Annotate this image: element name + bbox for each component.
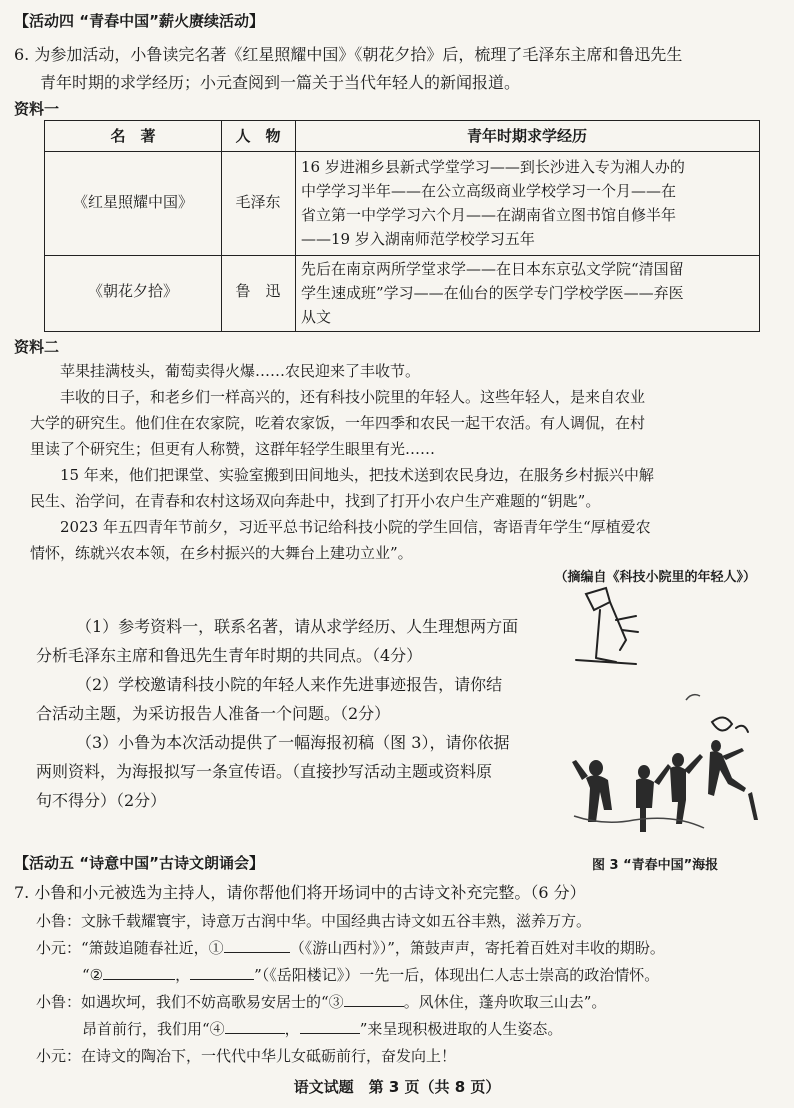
answer-blank-2b[interactable] xyxy=(190,964,254,980)
page-footer: 语文试题 第 3 页（共 8 页） xyxy=(293,1078,501,1096)
material2-source: （摘编自《科技小院里的年轻人》） xyxy=(554,570,756,585)
subquestion3-line: 两则资料，为海报拟写一条宣传语。（直接抄写活动主题或资料原 xyxy=(36,762,493,781)
table-cell-experience-line: 中学学习半年——在公立高级商业学校学习一个月——在 xyxy=(301,182,677,200)
table-cell-book: 《红星照耀中国》 xyxy=(72,193,193,211)
table-cell-person: 毛泽东 xyxy=(235,193,281,211)
table-cell-experience-line: ——19 岁入湖南师范学校学习五年 xyxy=(301,230,535,248)
material1-label: 资料一 xyxy=(14,100,60,118)
dialogue-text: ， xyxy=(284,1020,300,1038)
speaker-label: 小元： xyxy=(36,939,82,957)
material2-paragraph-line: 15 年来，他们把课堂、实验室搬到田间地头，把技术送到农民身边，在服务乡村振兴中解 xyxy=(60,466,654,484)
dialogue-line xyxy=(82,1018,562,1039)
table-cell-experience-line: 先后在南京两所学堂求学——在日本东京弘文学院“清国留 xyxy=(301,260,684,278)
dialogue-line xyxy=(82,964,659,985)
speaker-label: 小元： xyxy=(36,1047,82,1065)
material2-label: 资料二 xyxy=(14,338,60,356)
answer-blank-1[interactable] xyxy=(224,937,290,953)
dialogue-line xyxy=(36,937,665,958)
dialogue-text: 昂首前行，我们用“④ xyxy=(82,1020,225,1038)
subquestion1-line: 分析毛泽东主席和鲁迅先生青年时期的共同点。（4分） xyxy=(36,646,423,665)
question6-line2: 青年时期的求学经历；小元查阅到一篇关于当代年轻人的新闻报道。 xyxy=(40,73,521,92)
material2-paragraph-line: 情怀，练就兴农本领，在乡村振兴的大舞台上建功立业”。 xyxy=(30,544,413,562)
dialogue-line xyxy=(36,991,606,1012)
dialogue-text: （《游山西村》）”，箫鼓声声，寄托着百姓对丰收的期盼。 xyxy=(289,939,665,957)
material2-paragraph-line: 大学的研究生。他们住在农家院，吃着农家饭，一年四季和农民一起干农活。有人调侃，在村 xyxy=(30,414,646,432)
answer-blank-2a[interactable] xyxy=(103,964,175,980)
youth-poster-illustration xyxy=(566,580,766,850)
answer-blank-3[interactable] xyxy=(344,991,404,1007)
dialogue-text: ”来呈现积极进取的人生姿态。 xyxy=(359,1020,563,1038)
subquestion3-line: （3）小鲁为本次活动提供了一幅海报初稿（图 3），请你依据 xyxy=(76,733,510,752)
subquestion2-line: 合活动主题，为采访报告人准备一个问题。（2分） xyxy=(36,704,391,723)
dialogue-line xyxy=(36,910,591,931)
table-header-book: 名 著 xyxy=(110,127,156,145)
table-cell-experience-line: 省立第一中学学习六个月——在湖南省立图书馆自修半年 xyxy=(301,206,677,224)
figure3-caption: 图 3 “青春中国”海报 xyxy=(592,858,719,873)
material2-paragraph-line: 民生、治学问，在青春和农村这场双向奔赴中，找到了打开小农户生产难题的“钥匙”。 xyxy=(30,492,601,510)
dialogue-text: “② xyxy=(82,966,104,984)
speaker-label: 小鲁： xyxy=(36,912,82,930)
dialogue-text: 如遇坎坷，我们不妨高歌易安居士的“③ xyxy=(81,993,344,1011)
table-header-person: 人 物 xyxy=(235,127,281,145)
table-header-experience: 青年时期求学经历 xyxy=(466,127,587,145)
dialogue-text: 。风休住，蓬舟吹取三山去”。 xyxy=(403,993,607,1011)
dialogue-text: 文脉千载耀寰宇，诗意万古润中华。中国经典古诗文如五谷丰熟，滋养万方。 xyxy=(81,912,592,930)
dialogue-text: 在诗文的陶冶下，一代代中华儿女砥砺前行，奋发向上！ xyxy=(81,1047,457,1065)
dialogue-line xyxy=(36,1045,456,1066)
subquestion2-line: （2）学校邀请科技小院的年轻人来作先进事迹报告，请你结 xyxy=(76,675,503,694)
table-cell-experience-line: 学生速成班”学习——在仙台的医学专门学校学医——弃医 xyxy=(301,284,684,302)
activity4-header: 【活动四 “青春中国”薪火赓续活动】 xyxy=(14,12,264,30)
table-cell-experience-line: 从文 xyxy=(301,308,332,326)
study-experience-table xyxy=(44,120,760,332)
material2-paragraph-line: 里读了个研究生；但更有人称赞，这群年轻学生眼里有光…… xyxy=(30,440,436,458)
table-cell-experience-line: 16 岁进湘乡县新式学堂学习——到长沙进入专为湘人办的 xyxy=(301,158,685,176)
speaker-label: 小鲁： xyxy=(36,993,82,1011)
question7: 7. 小鲁和小元被选为主持人，请你帮他们将开场词中的古诗文补充完整。（6 分） xyxy=(14,883,586,902)
table-cell-book: 《朝花夕拾》 xyxy=(87,282,178,300)
dialogue-text: ， xyxy=(175,966,191,984)
question6-line1: 6. 为参加活动，小鲁读完名著《红星照耀中国》《朝花夕拾》后，梳理了毛泽东主席和鲁迅先生 xyxy=(14,45,683,64)
material2-paragraph-line: 苹果挂满枝头，葡萄卖得火爆……农民迎来了丰收节。 xyxy=(60,362,421,380)
dialogue-text: “箫鼓追随春社近，① xyxy=(81,939,224,957)
answer-blank-4a[interactable] xyxy=(225,1018,285,1034)
material2-paragraph-line: 丰收的日子，和老乡们一样高兴的，还有科技小院里的年轻人。这些年轻人，是来自农业 xyxy=(60,388,646,406)
answer-blank-4b[interactable] xyxy=(300,1018,360,1034)
dialogue-text: ”（《岳阳楼记》）一先一后，体现出仁人志士崇高的政治情怀。 xyxy=(254,966,660,984)
subquestion1-line: （1）参考资料一，联系名著，请从求学经历、人生理想两方面 xyxy=(76,617,519,636)
subquestion3-line: 句不得分）（2分） xyxy=(36,791,167,810)
activity5-header: 【活动五 “诗意中国”古诗文朗诵会】 xyxy=(14,854,264,872)
table-cell-person: 鲁 迅 xyxy=(235,282,281,300)
material2-paragraph-line: 2023 年五四青年节前夕，习近平总书记给科技小院的学生回信，寄语青年学生“厚植爱农 xyxy=(60,518,651,536)
